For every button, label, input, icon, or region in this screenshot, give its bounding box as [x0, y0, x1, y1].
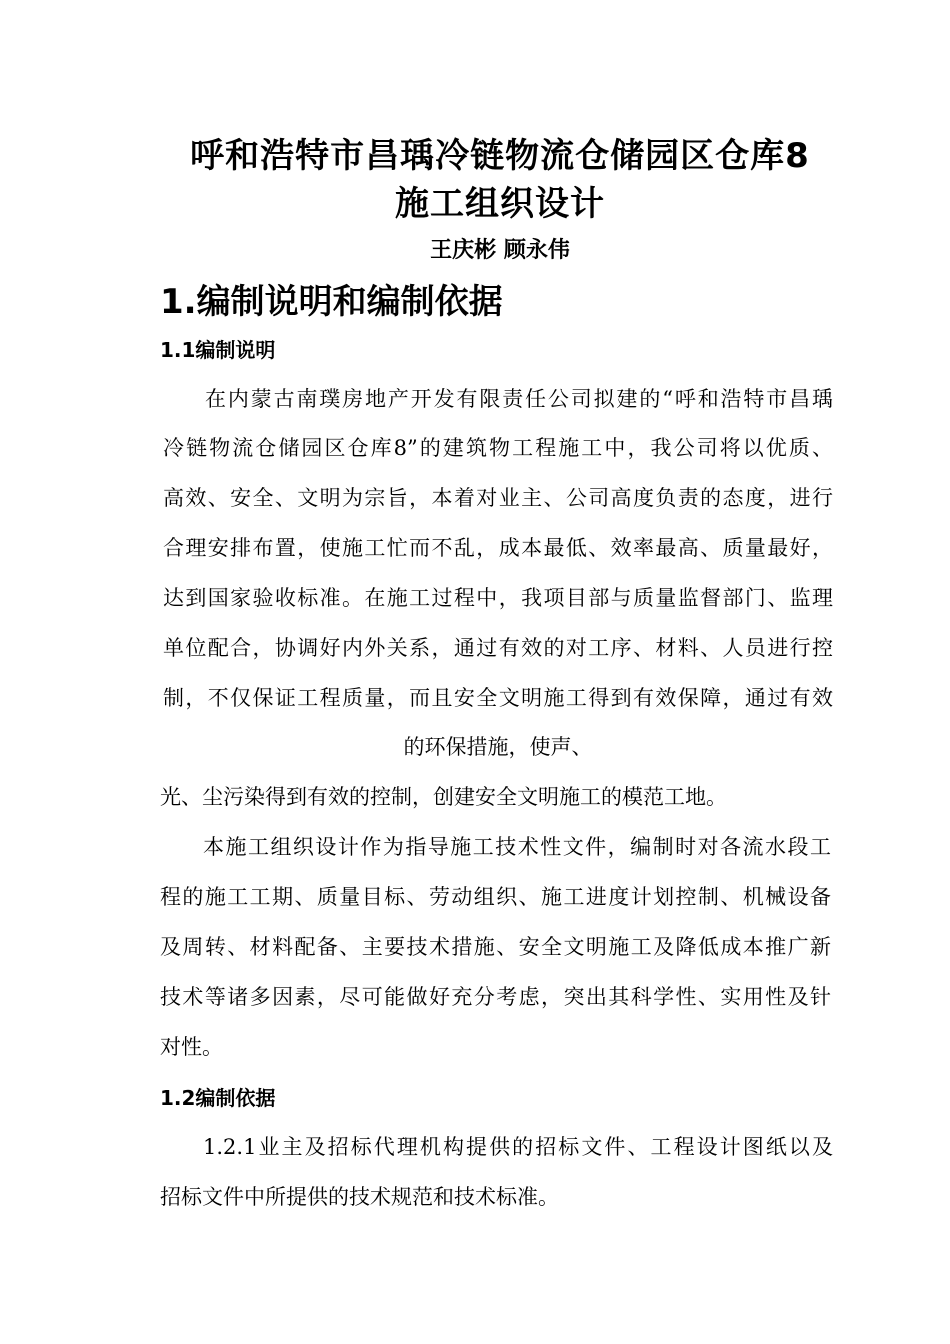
paragraph-2-line: 程的施工工期、质量目标、劳动组织、施工进度计划控制、机械设备: [160, 885, 831, 909]
document-authors: 王庆彬 顾永伟: [430, 238, 570, 263]
paragraph-1-line: 冷链物流仓储园区仓库8”的建筑物工程施工中，我公司将以优质、: [163, 436, 833, 460]
section-1-2-heading: 1.2编制依据: [160, 1086, 276, 1110]
paragraph-1-line: 高效、安全、文明为宗旨，本着对业主、公司高度负责的态度，进行: [163, 486, 833, 510]
section-1-heading: 1.编制说明和编制依据: [160, 282, 503, 322]
paragraph-1-line: 在内蒙古南璞房地产开发有限责任公司拟建的“呼和浩特市昌瑀: [205, 387, 833, 411]
paragraph-2-line: 本施工组织设计作为指导施工技术性文件，编制时对各流水段工: [203, 835, 831, 859]
paragraph-2-line: 及周转、材料配备、主要技术措施、安全文明施工及降低成本推广新: [160, 935, 831, 959]
paragraph-2-line: 对性。: [160, 1035, 223, 1059]
paragraph-3-line: 招标文件中所提供的技术规范和技术标准。: [160, 1185, 559, 1209]
paragraph-1-line: 合理安排布置，使施工忙而不乱，成本最低、效率最高、质量最好，: [163, 536, 833, 560]
paragraph-1-line: 的环保措施，使声、: [403, 735, 593, 759]
paragraph-3-line: 1.2.1业主及招标代理机构提供的招标文件、工程设计图纸以及: [203, 1135, 833, 1159]
section-1-1-heading: 1.1编制说明: [160, 338, 276, 362]
paragraph-2-line: 技术等诸多因素，尽可能做好充分考虑，突出其科学性、实用性及针: [160, 985, 831, 1009]
paragraph-1-line: 单位配合，协调好内外关系，通过有效的对工序、材料、人员进行控: [163, 636, 833, 660]
document-title-line-2: 施工组织设计: [395, 184, 605, 224]
document-title-line-1: 呼和浩特市昌瑀冷链物流仓储园区仓库8: [190, 136, 810, 176]
paragraph-1-line: 光、尘污染得到有效的控制，创建安全文明施工的模范工地。: [160, 785, 727, 809]
paragraph-1-line: 达到国家验收标准。在施工过程中，我项目部与质量监督部门、监理: [163, 586, 833, 610]
paragraph-1-line: 制，不仅保证工程质量，而且安全文明施工得到有效保障，通过有效: [163, 686, 833, 710]
